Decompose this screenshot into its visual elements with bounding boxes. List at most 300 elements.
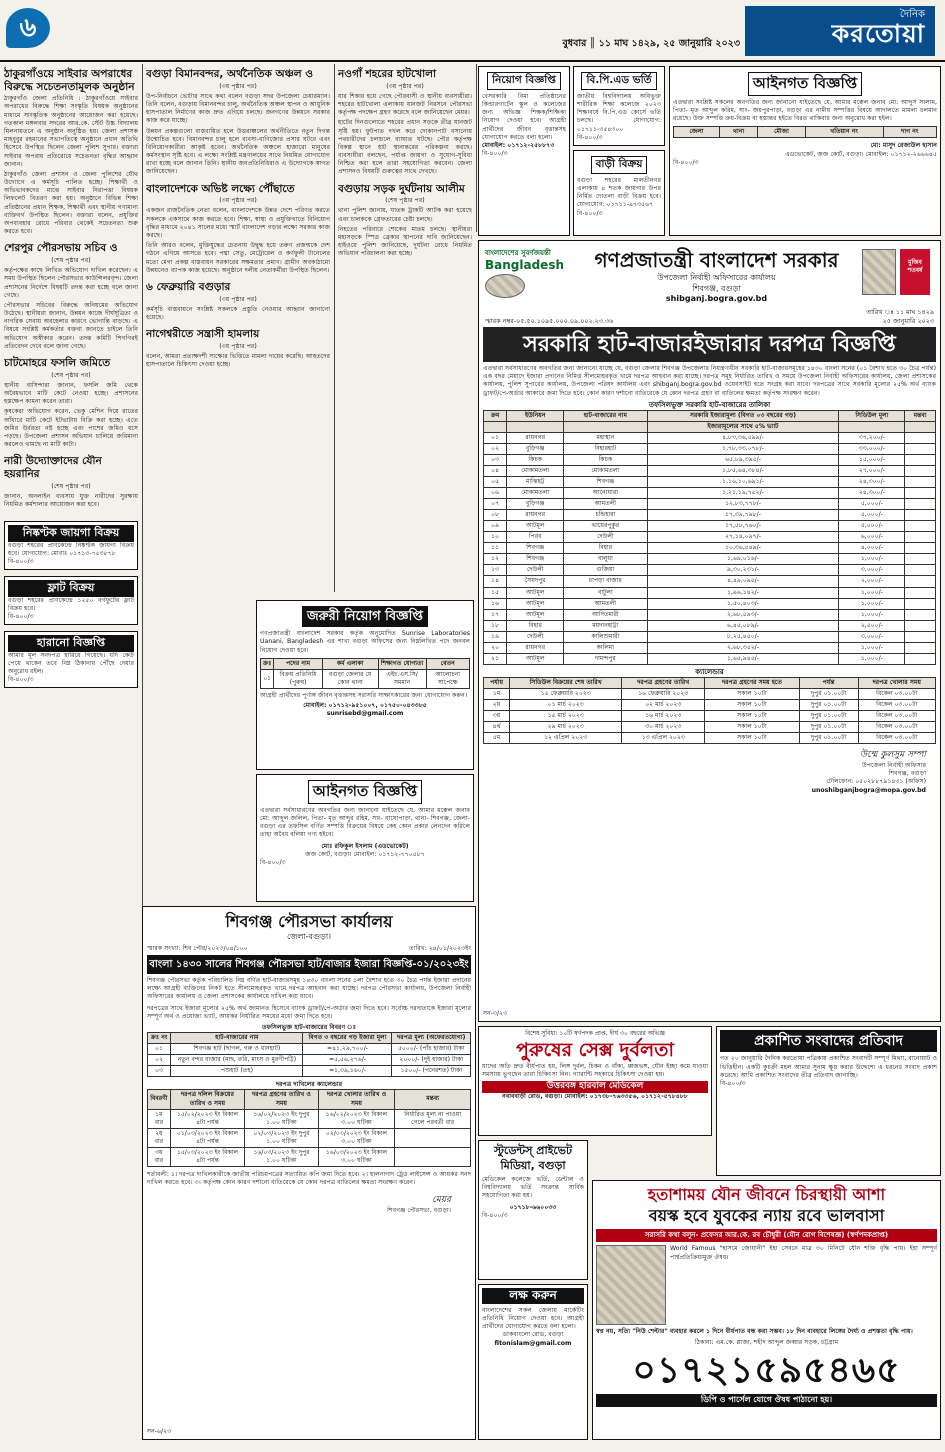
- table-cell: ১৮: [484, 620, 507, 631]
- classified-ad[interactable]: [4, 521, 138, 570]
- table-cell: বাটুলা: [564, 587, 647, 598]
- recruitment-email[interactable]: sunrisebd@gmail.com: [326, 710, 404, 718]
- column-left: [4, 66, 138, 1074]
- table-cell: [905, 554, 936, 565]
- article-headline[interactable]: নাগেশ্বরীতে সন্ত্রাসী হামলায়: [146, 328, 260, 341]
- column-second: [146, 66, 330, 596]
- signer-name: উম্মে কুলসুম সম্পা: [860, 750, 926, 761]
- schedule-table: [483, 677, 936, 744]
- table-cell: কালিশুমারী: [564, 631, 647, 642]
- table-row: [261, 669, 470, 688]
- table-cell: শিবগঞ্জ হাট (ছাগল, গরু ও ধানহাট): [171, 1044, 303, 1055]
- table-cell: ১,২১,১৯,৭৫২/-: [647, 488, 839, 499]
- table-cell: ময়দানহাট্টা: [564, 620, 647, 631]
- table-cell: [905, 587, 936, 598]
- table-cell: দেউলী: [564, 532, 647, 543]
- logo-emblem: [485, 274, 525, 298]
- table-cell: [905, 455, 936, 466]
- article-headline[interactable]: চাটমোহরে ফসলি জমিতে: [4, 357, 111, 370]
- article-continuation: (শেষ পৃষ্ঠার পর): [385, 197, 425, 205]
- table-cell: [395, 1128, 471, 1147]
- article-body: ঠাকুরগাঁও জেলা প্রতিনিধি : ঠাকুরগাঁওয়ে সাইবার অপরাধের বিরুদ্ধে শিক্ষা সংস্কৃতি বিষয়ক অনুষ্ঠানের মাধ্যমে সাংস্কৃতিক অনুষ্ঠানের আয়োজন করা হয়েছে। গতকাল মঙ্গলবার সদরের আর.কে. স্টেট উচ্চ বিদ্যালয় মিলনায়তনে এ অনুষ্ঠান অনুষ্ঠিত হয়। জেলা প্রশাসক মাহবুবুর রহমানের সভাপতিত্বে অনুষ্ঠানে প্রধান অতিথি হিসেবে উপস্থিত ছিলেন জেলা পুলিশ সুপার। বক্তারা সাইবার অপরাধ প্রতিরোধে সচেতনতা বৃদ্ধির আহ্বান জানান।: [4, 95, 138, 168]
- schedule-table-body: [484, 689, 936, 744]
- table-cell: [395, 1147, 471, 1166]
- table-cell: ১৬: [484, 598, 507, 609]
- table-cell: আটমূল: [507, 587, 564, 598]
- tender-table-title: তফসিলভুক্ত সরকারি হাট-বাজারের তালিকা: [648, 400, 771, 409]
- article-continuation: (৩য় পৃষ্ঠার পর): [219, 295, 257, 303]
- table-cell: বালুয়া: [564, 554, 647, 565]
- table-row: [484, 433, 936, 444]
- table-cell: দুপুর ০১.০০টা: [799, 689, 858, 700]
- table-row: [148, 1066, 471, 1077]
- schedule-title: ক্যালেন্ডার: [695, 667, 724, 676]
- table-header-cell: জেলা: [674, 127, 720, 138]
- legal-notice-address: জজ কোর্ট, বগুড়া। মোবাইল: ০১৭১২-৭৭০৫৮৭: [305, 850, 425, 858]
- table-cell: ২৪,৩০০/-: [839, 477, 905, 488]
- article-body-filler: ঠাকুরগাঁও জেলা প্রশাসন ও জেলা পুলিশের যৌথ উদ্যোগে এ কর্মসূচি পালিত হচ্ছে। শিক্ষার্থী ও অভিভাবকদের মাঝে সাইবার নিরাপত্তা বিষয়ক লিফলেট বিতরণ করা হয়। অনুষ্ঠানে বিভিন্ন শিক্ষা প্রতিষ্ঠানের প্রধান শিক্ষক, শিক্ষার্থী এবং স্থানীয় গণ্যমান্য ব্যক্তিবর্গ উপস্থিত ছিলেন। বক্তারা বলেন, প্রযুক্তির অপব্যবহার রোধে পরিবার থেকেই সচেতনতা শুরু করতে হবে।: [4, 170, 138, 236]
- article-continuation: (শেষ পৃষ্ঠার পর): [51, 371, 91, 379]
- table-cell: ১৩: [484, 565, 507, 576]
- table-cell: রায়নগর: [507, 433, 564, 444]
- table-header-cell: দাগ নং: [883, 127, 936, 138]
- table-cell: [905, 433, 936, 444]
- table-cell: ০১: [484, 433, 507, 444]
- table-header-cell: দরপত্র খোলার তারিখ ও সময়: [318, 1090, 395, 1109]
- table-row: [148, 1128, 471, 1147]
- table-header-cell: মন্তব্য: [395, 1090, 471, 1109]
- article-headline[interactable]: বগুড়ায় সড়ক দুর্ঘটনায় আলীম: [338, 182, 465, 195]
- table-cell: ১,০০০/-: [839, 554, 905, 565]
- table-cell: ১৩ এপ্রিল ২০২৩: [622, 733, 705, 744]
- table-cell: ২৪,৩০০/-: [839, 488, 905, 499]
- table-row: [484, 521, 936, 532]
- classified-title: নিষ্কণ্টক জায়গা বিক্রয়: [8, 525, 134, 542]
- herbal-clinic-ad[interactable]: [478, 1026, 712, 1136]
- classified-text: বগুড়া শহরের প্রাণকেন্দ্রে ১২৫০ বর্গফুটের ফ্লাট বিক্রয় হবে।: [8, 596, 134, 612]
- table-cell: ৬৫,৮৯,৩৯৫/-: [647, 455, 839, 466]
- article-continuation: (শেষ পৃষ্ঠার পর): [51, 256, 91, 264]
- table-cell: আদিতমারী: [564, 609, 647, 620]
- pourashava-signer: মেয়র: [432, 1195, 451, 1206]
- article-headline[interactable]: নওগাঁ শহরের হাটখোলা: [338, 68, 437, 80]
- article-headline[interactable]: বাংলাদেশকে অভিষ্ট লক্ষ্যে পৌঁছাতে: [146, 182, 295, 195]
- table-cell: ১,০০০/-: [839, 642, 905, 653]
- table-cell: ৬,০০০/-: [839, 532, 905, 543]
- pourashava-date: তারিখ: ২৪/০১/২০২৩ইং: [409, 944, 471, 952]
- classified-ad[interactable]: [478, 66, 570, 236]
- govt-name: গণপ্রজাতন্ত্রী বাংলাদেশ সরকার: [594, 248, 839, 272]
- table-cell: দুপুর ০১.০০টা: [799, 733, 858, 744]
- table-cell: ১২ এপ্রিল ২০২৩: [510, 733, 622, 744]
- table-cell: মোকামতলা: [507, 488, 564, 499]
- table-cell: নির্ধারিত মূল্য না পাওয়া গেলে পরবর্তী বার: [395, 1109, 471, 1128]
- table-cell: দুপুর ০১.০০টা: [799, 711, 858, 722]
- dateline: বুধবার ║ ১১ মাঘ ১৪২৯, ২৫ জানুয়ারি ২০২৩: [562, 38, 740, 49]
- article-body-filler: হাটের দিনগুলোতে শহরের প্রধান সড়কে তীব্র যানজট সৃষ্টি হয়। ফুটপাত দখল করে দোকানপাট বসানোয় পথচারীদের চলাচলে ব্যাঘাত ঘটছে। পৌর কর্তৃপক্ষ বিকল্প স্থানে হাট স্থানান্তরের পরিকল্পনা করছে। ব্যবসায়ীরা বলছেন, পর্যাপ্ত জায়গা ও সুযোগ-সুবিধা নিশ্চিত করা হলে তারা সহযোগিতা করবেন। জেলা প্রশাসনও বিষয়টি গুরুত্বের সাথে দেখছে।: [338, 119, 472, 176]
- memo-number: স্মারক নম্বর-০৫.৫০.১০৯৫.০০০.০৯.০০২.২৩.৩৬: [485, 316, 614, 325]
- protest-body: গত ২০ জানুয়ারি দৈনিক করতোয়া পত্রিকায় প্রকাশিত সংবাদটি সম্পূর্ণ মিথ্যা, বানোয়াট ও ভিত্তিহীন। একটি কুচক্রী মহল আমার সুনাম ক্ষুণ্ণ করার উদ্দেশ্যে এ ধরনের সংবাদ প্রকাশ করেছে। আমি প্রকাশিত সংবাদের তীব্র প্রতিবাদ জানাচ্ছি।: [720, 1055, 937, 1079]
- table-cell: ৩য় বার: [148, 1147, 171, 1166]
- table-cell: শিবগঞ্জ: [507, 554, 564, 565]
- article-headline[interactable]: ঠাকুরগাঁওয়ে সাইবার অপরাধের বিরুদ্ধে সচেতনতামূলক অনুষ্ঠান: [4, 68, 135, 93]
- table-header-cell: ক্রঃ: [261, 658, 274, 669]
- article-body-filler: কৃষকেরা অভিযোগ করেন, ভেকু মেশিন দিয়ে রাতের আঁধারে মাটি কেটে ইটভাটায় বিক্রি করা হচ্ছে। এতে জমির উর্বরতা নষ্ট হচ্ছে এবং পাশের জমিও ধসে পড়ছে। উপজেলা প্রশাসন অভিযান চালিয়ে জরিমানা করলেও থামছে না মাটি কাটা।: [4, 408, 138, 449]
- table-cell: ৮,২৫,৪৫০/-: [647, 631, 839, 642]
- table-cell: কিচক: [564, 455, 647, 466]
- newspaper-logo[interactable]: [745, 6, 935, 56]
- table-row: [484, 722, 936, 733]
- article-body: থানা পুলিশ জানায়, ঘাতক ট্রাকটি আটক করা হয়েছে এবং চালককে গ্রেফতারের চেষ্টা চলছে।: [338, 207, 472, 223]
- ad-body: যাদের অতি দ্রুত বীর্যপাত হয়, লিঙ্গ দুর্বল, চিকন ও বাঁকা, ধ্বজভঙ্গ, যৌন ইচ্ছা কমে যাওয়া সমস্যায় ভুগছেন তারা চিকিৎসা নিন। গ্যারান্টি সহকারে চিকিৎসা দেওয়া হয়।: [482, 1062, 708, 1079]
- classified-ref: বি-৪০০/৩: [577, 133, 603, 141]
- table-cell: ০২: [148, 1055, 171, 1066]
- classified-list: [4, 521, 138, 688]
- classified-title: বাড়ী বিক্রয়: [591, 156, 648, 174]
- table-cell: ২৭,১৪,০৯৭/-: [647, 532, 839, 543]
- legal-notice-body: এতদ্বারা সংশ্লিষ্ট সকলের অবগতির জন্য জানানো যাইতেছে যে, আমার মক্কেল জনাব মো: আব্দুস সালাম, পিতা- মৃত আব্দুল করিম, সাং- জয়পুরপাড়া, বগুড়া এর নামীয় সম্পত্তির বিষয়ে আদালতে মামলা চলমান রয়েছে। উক্ত সম্পত্তি ক্রয়-বিক্রয় বা হস্তান্তর হইতে বিরত থাকিবার জন্য অনুরোধ করা হইল।: [673, 98, 937, 123]
- table-cell: [905, 631, 936, 642]
- table-cell: ৯,৩০,২৩১/-: [647, 565, 839, 576]
- table-row: [484, 488, 936, 499]
- table-cell: ২০: [484, 642, 507, 653]
- jobs-ad-email[interactable]: fitonislam@gmail.com: [494, 1339, 572, 1347]
- article-continuation: (শেষ পৃষ্ঠার পর): [51, 482, 91, 490]
- table-cell: ১০: [484, 532, 507, 543]
- table-cell: [905, 609, 936, 620]
- table-row: [484, 733, 936, 744]
- table-header-cell: দরপত্র গ্রহণের তারিখ ও সময়: [245, 1090, 319, 1109]
- table-cell: কালিমা: [564, 642, 647, 653]
- table-cell: বিকেল ০৩.০০টা: [858, 722, 935, 733]
- table-cell: ২,০০০/-: [839, 576, 905, 587]
- table-header-cell: বেতন: [426, 658, 469, 669]
- pourashava-schedule-body: [148, 1109, 471, 1166]
- table-header-row: [148, 1033, 471, 1044]
- table-header-cell: দরপত্র খোলার সময়: [858, 677, 935, 688]
- table-cell: ০১: [148, 1044, 171, 1055]
- table-cell: ১৭,৫৮,৭৬০/-: [647, 521, 839, 532]
- students-ad-title: স্টুডেন্টস্ প্রাইভেট মিডিয়া, বগুড়া: [494, 1144, 572, 1172]
- table-cell: [905, 642, 936, 653]
- table-header-cell: খতিয়ান নং: [805, 127, 883, 138]
- ad-tagline: বিশেষ সুবিধা: ১০টি স্বর্ণপদক প্রাপ্ত, দীর্ঘ ৩০ বছরের অভিজ্ঞ: [525, 1030, 665, 1037]
- table-cell: ৫,০০০/-: [839, 510, 905, 521]
- table-cell: ০১: [261, 669, 274, 688]
- students-media-ad[interactable]: [478, 1140, 588, 1280]
- health-ad-footer: ডিপি ও পার্সেল যোগে ঔষধ পাঠানো হয়।: [596, 1394, 937, 1407]
- table-cell: দুপুর ০১.০০টা: [799, 722, 858, 733]
- table-cell: আমতলী: [564, 598, 647, 609]
- table-cell: ২য়: [484, 700, 510, 711]
- table-cell: চন্ডিহারা: [564, 510, 647, 521]
- govt-heading-block: [575, 247, 858, 305]
- table-cell: ০১/০৩/২০২৩ ইং বিকাল ৪টা পর্যন্ত: [170, 1128, 244, 1147]
- table-cell: ০২/০৩/২০২৩ ইং দুপুর ১.০০ ঘটিকা: [245, 1128, 319, 1147]
- table-cell: দামন্দপুর: [564, 653, 647, 664]
- recruitment-contact[interactable]: মোবাইল: ০১৭১২-৯৫১০০৭, ০১৭৫০-০৪৩৩৮৫: [303, 702, 427, 709]
- table-cell: বিকেল ০৩.০০টা: [858, 711, 935, 722]
- marketing-jobs-ad[interactable]: [478, 1284, 588, 1440]
- classified-title: নিয়োগ বিজ্ঞপ্তি: [487, 72, 561, 90]
- students-ad-phone[interactable]: ০১৭১৮-৬৬০০৩৩: [509, 1203, 557, 1211]
- classified-title: বি.পি.এড ভর্তি: [581, 72, 656, 90]
- table-cell: ৩,০০০/-: [839, 631, 905, 642]
- legal-notice-title: আইনগত বিজ্ঞপ্তি: [308, 780, 422, 804]
- ad-title: পুরুষের সেক্স দুর্বলতা: [516, 1038, 674, 1061]
- article-body: যার শিকার হয়ে গেছে পৌরবাসী ও স্থানীয় ব্যবসায়ীরা। শহরের হাটখোলা এলাকায় যানজট নিরসনে পৌরসভা কর্তৃপক্ষ পদক্ষেপ গ্রহণ করেছে বলে জানিয়েছেন মেয়র।: [338, 92, 472, 117]
- table-cell: ৫০০০/- (পাঁচ হাজার) টাকা: [392, 1044, 471, 1055]
- table-cell: মোকামতলা: [564, 466, 647, 477]
- table-header-cell: সিডিউল মূল্য: [839, 411, 905, 422]
- table-cell: ১৬ মার্চ ২০২৩: [622, 711, 705, 722]
- table-cell: দেউলী: [507, 631, 564, 642]
- table-cell: ৩০ মার্চ ২০২৩: [622, 722, 705, 733]
- article-headline[interactable]: ৬ ফেব্রুয়ারি বগুড়ার: [146, 280, 231, 293]
- signer-email[interactable]: unoshibganjbogra@mopa.gov.bd: [811, 786, 926, 794]
- column-third: [338, 66, 472, 596]
- table-subheader-row: [484, 422, 936, 433]
- doctor-photo: [596, 1245, 666, 1325]
- table-cell: দেউলী: [507, 565, 564, 576]
- recruitment-title: জরুরী নিয়োগ বিজ্ঞপ্তি: [302, 606, 428, 627]
- table-header-cell: দরপত্র মূল্য (অফেরতযোগ্য): [392, 1033, 471, 1044]
- table-cell: গুজিয়া: [564, 565, 647, 576]
- table-cell: ১ম বার: [148, 1109, 171, 1128]
- table-cell: নতুন বন্দর বাজার (মাছ, তরি, মাংস ও মুরগীপট্টি): [171, 1055, 303, 1066]
- table-row: [484, 576, 936, 587]
- pourashava-conditions: শর্তাবলী: ১। দরপত্র দাখিলকারীকে জাতীয় পরিচয়পত্রের সত্যায়িত কপি জমা দিতে হবে। ২। হালনাগাদ ট্রেড লাইসেন্স ও আয়কর সনদ দাখিল করতে হবে। ৩। কর্তৃপক্ষ কোন কারণ দর্শানো ব্যতিরেকে যে কোন দরপত্র বাতিলের ক্ষমতা সংরক্ষণ করেন।: [147, 1170, 471, 1186]
- health-ad-body-2: স্বপ্ন নয়, সত্যি "নিউ শেল্টার" ব্যবহার করলে ১ দিনে বীর্যপাত বন্ধ করা সম্ভব। ১৮ দিন ব্যবহারে লিঙ্গের দৈর্ঘ্য ও প্রশস্ততা বৃদ্ধি পায়।: [596, 1328, 913, 1336]
- table-cell: বিকেল ০৩.০০টা: [858, 689, 935, 700]
- table-header-row: [674, 127, 937, 138]
- table-cell: বিক্রয় প্রতিনিধি (পুরুষ): [274, 669, 322, 688]
- table-cell: ০৩: [148, 1066, 171, 1077]
- pourashava-body-filler: দরপত্রের সাথে ইজারা মূল্যের ২৫% অর্থ জামানত হিসেবে ব্যাংক ড্রাফট/পে-অর্ডার জমা দিতে হবে। সর্বোচ্চ দরদাতাকে ইজারা মূল্যের সম্পূর্ণ অর্থ ও প্রযোজ্য ভ্যাট, আয়কর নির্ধারিত সময়ের মধ্যে জমা দিতে হবে।: [147, 1004, 471, 1020]
- brand-prefix: দৈনিক: [899, 9, 925, 20]
- legal-notice[interactable]: [256, 774, 474, 902]
- recruitment-ad[interactable]: [256, 600, 474, 770]
- govt-signature-block: [483, 750, 936, 795]
- table-header-cell: মৌজা: [758, 127, 805, 138]
- signer-place: শিবগঞ্জ, বগুড়া: [888, 770, 926, 778]
- table-cell: ৪,০০০/-: [839, 543, 905, 554]
- table-cell: ১২: [484, 554, 507, 565]
- table-cell: ১ম: [484, 689, 510, 700]
- table-cell: [905, 499, 936, 510]
- table-row: [484, 477, 936, 488]
- legal-notice-body: এতদ্বারা সর্বসাধারণের অবগতির জন্য জানানো যাইতেছে যে, আমার মক্কেল জনাব মো: আব্দুল জলিল, পিতা- মৃত আব্দুর রহিম, সাং- বাঘোপাড়া, থানা- শিবগঞ্জ, জেলা- বগুড়া এর তফসিল বর্ণিত সম্পত্তি বিক্রয়ের বিষয়ে কেহ কোন প্রকার লেনদেন করিলে তাহা অবৈধ বলিয়া গণ্য হইবে।: [260, 806, 470, 839]
- column-rule: [334, 64, 335, 592]
- table-header-cell: সিডিউল বিক্রয়ের শেষ তারিখ: [510, 677, 622, 688]
- table-cell: ১৯: [484, 631, 507, 642]
- table-row: [484, 609, 936, 620]
- table-cell: [905, 477, 936, 488]
- masthead: [0, 0, 945, 62]
- table-row: [148, 1055, 471, 1066]
- table-cell: আলোচনা সাপেক্ষে: [426, 669, 469, 688]
- legal-notice-title: আইনগত বিজ্ঞপ্তি: [748, 72, 862, 96]
- article-continuation: (৩য় পৃষ্ঠার পর): [219, 342, 257, 350]
- table-cell: রায়নগর: [507, 510, 564, 521]
- table-cell: ১২,৮৩,৭৭৮/-: [647, 499, 839, 510]
- table-header-cell: দরপত্র গ্রহণের তারিখ: [622, 677, 705, 688]
- classified-text: বগুড়া শহরের মালতীনগর এলাকায় ৪ শতক জায়গার উপর নির্মিত দোতলা বাড়ী বিক্রয় হবে। যোগাযোগ: ০১৭১১-৯৭৩৫৬৭: [577, 176, 661, 209]
- table-header-row: [484, 677, 936, 688]
- table-row: [484, 466, 936, 477]
- health-ad-title-2: বয়স্ক হবে যুবকের ন্যায় রবে ভালবাসা: [648, 1206, 885, 1226]
- tender-table: [483, 410, 936, 665]
- table-header-cell: ক্রঃ নং: [148, 1033, 171, 1044]
- table-header-row: [484, 411, 936, 422]
- pourashava-table: [147, 1032, 471, 1077]
- classified-ad[interactable]: [573, 150, 665, 236]
- table-cell: ২য় বার: [148, 1128, 171, 1147]
- table-cell: ০২ মার্চ ২০২৩: [622, 700, 705, 711]
- table-cell: [905, 510, 936, 521]
- table-cell: বিকেল ০৩.০০টা: [858, 733, 935, 744]
- pourashava-tender-notice[interactable]: [142, 906, 476, 1440]
- table-cell: ৫,০০০/-: [839, 521, 905, 532]
- table-cell: ১,১৬,১০,৬৯১/-: [647, 477, 839, 488]
- article-body-filler: নিহতের পরিবারে শোকের মাতম চলছে। স্থানীয়রা মহাসড়কে স্পিড ব্রেকার স্থাপনের দাবি জানিয়েছেন। হাইওয়ে পুলিশ জানিয়েছে, দুর্ঘটনা রোধে নিয়মিত অভিযান পরিচালনা করা হচ্ছে।: [338, 225, 472, 258]
- table-cell: ১,০০০/-: [839, 587, 905, 598]
- table-row: [484, 543, 936, 554]
- table-cell: ২৭,০০০/-: [839, 466, 905, 477]
- article-headline[interactable]: বগুড়া বিমানবন্দর, অর্থনৈতিক অঞ্চল ও: [146, 68, 313, 80]
- table-header-cell: বিগত ৩ বছরের গড় ইজারা মূল্য: [303, 1033, 392, 1044]
- table-cell: ১১: [484, 543, 507, 554]
- table-cell: [905, 521, 936, 532]
- table-cell: সকাল ১০টা: [705, 711, 799, 722]
- ad-address[interactable]: নবাববাড়ী রোড, বগুড়া। মোবাইল: ০১৭৩৮-৭৬৩৩৫৬, ০১৭১২-৫৭৮৪৮৮: [502, 1093, 688, 1101]
- table-cell: ১৬/০৩/২০২৩ ইং দুপুর ১.০০ ঘটিকা: [245, 1147, 319, 1166]
- table-row: [484, 510, 936, 521]
- table-cell: ০১ মার্চ ২০২৩: [510, 700, 622, 711]
- table-cell: [905, 565, 936, 576]
- table-cell: মাঝিহট্ট: [507, 477, 564, 488]
- legal-notice-signature: মো: মাসুদ রেজাউল হাসান: [870, 142, 937, 150]
- table-cell: ১৫ ফেব্রুয়ারি ২০২৩: [510, 689, 622, 700]
- table-cell: ১৬/০২/২০২৩ ইং দুপুর ১.০০ ঘটিকা: [245, 1109, 319, 1128]
- table-cell: বিকেল ০৩.০০টা: [858, 700, 935, 711]
- table-cell: আটমূল: [507, 653, 564, 664]
- article-body: উপ-নির্বাচনে ভোটার সাথে কথা বলেন বগুড়া সদর উপজেলা চেয়ারম্যান। তিনি বলেন, বগুড়ায় বিমানবন্দর চালু, অর্থনৈতিক অঞ্চল স্থাপন ও আধুনিক হাসপাতাল নির্মাণের কাজ দ্রুত এগিয়ে চলছে। জনগণের উন্নয়নে সরকার কাজ করে যাচ্ছে।: [146, 92, 330, 125]
- table-cell: দুপুর ০১.০০টা: [799, 700, 858, 711]
- table-cell: ১৫০০/- (পনেরশত) টাকা: [392, 1066, 471, 1077]
- table-row: [484, 598, 936, 609]
- table-cell: ৩৩,০০০/-: [839, 444, 905, 455]
- students-ad-ref: বি-৪০০/৩: [482, 1211, 508, 1219]
- govt-website[interactable]: shibganj.bogra.gov.bd: [665, 294, 768, 304]
- table-cell: শিবগঞ্জ: [507, 543, 564, 554]
- table-header-cell: পদের নাম: [274, 658, 322, 669]
- table-cell: ১,০০০/-: [839, 653, 905, 664]
- table-cell: ৩৭,২০০/-: [839, 433, 905, 444]
- table-cell: [905, 598, 936, 609]
- table-header-cell: মন্তব্য: [905, 411, 936, 422]
- pourashava-headline: বাংলা ১৪৩০ সালের শিবগঞ্জ পৌরসভা হাট/বাজার ইজারা বিজ্ঞপ্তি-০১/২০২৩ইং: [147, 955, 471, 974]
- table-cell: ০৭: [484, 499, 507, 510]
- article-body-filler: উন্নয়ন প্রকল্পগুলো বাস্তবায়িত হলে উত্তরাঞ্চলের অর্থনীতিতে নতুন দিগন্ত উন্মোচিত হবে। বিমানবন্দর চালু হলে ব্যবসা-বাণিজ্যের প্রসার ঘটবে এবং বিনিয়োগকারীরা আকৃষ্ট হবেন। অর্থনৈতিক অঞ্চলে হাজারো মানুষের কর্মসংস্থান সৃষ্টি হবে। এ লক্ষ্যে সংশ্লিষ্ট মন্ত্রণালয়ের সাথে নিয়মিত যোগাযোগ রাখা হচ্ছে বলে জানান তিনি। স্থানীয় জনপ্রতিনিধিরাও এ উদ্যোগকে স্বাগত জানিয়েছেন।: [146, 127, 330, 176]
- table-cell: ৪,৮৩,৩৬,৫৯৯/-: [647, 433, 839, 444]
- health-ad-phone[interactable]: ০১৭২১৫৯৫৪৬৫: [632, 1349, 901, 1391]
- health-ad-title-1: হতাশাময় যৌন জীবনে চিরস্থায়ী আশা: [647, 1185, 886, 1204]
- classified-ref: বি-৪০০/৩: [8, 557, 34, 565]
- table-cell: ১,৮৫,৬৪,৩৮৪/-: [647, 466, 839, 477]
- signer-phone: টেলিফোন: ০৫০২৮৮৭৯১৪৩১ (অফিস): [826, 778, 926, 786]
- table-cell: বিহার: [564, 543, 647, 554]
- pourashava-body: শিবগঞ্জ পৌরসভা কর্তৃক পরিচালিত নিম্ন বর্ণিত হাট-বাজারসমূহ ১৪৩০ বাংলা সনের ১লা বৈশাখ হতে ৩০ চৈত্র পর্যন্ত ইজারা প্রদানের লক্ষ্যে আগ্রহী ব্যক্তিদের নিকট হতে সীলমোহরকৃত খামে দরপত্র আহবান করা যাচ্ছে। দরপত্র পৌরসভা কার্যালয়, উপজেলা নির্বাহী অফিসারের কার্যালয় ও জেলা প্রশাসকের কার্যালয়ে দাখিল করা যাবে।: [147, 977, 471, 1001]
- article-headline[interactable]: শেরপুর পৌরসভায় সচিব ও: [4, 242, 118, 255]
- table-cell: মহাস্থান: [564, 433, 647, 444]
- table-cell: সকাল ১০টা: [705, 722, 799, 733]
- recruitment-footer: আগ্রহী প্রার্থীদের পূর্ণাঙ্গ জীবন বৃত্তান্তসহ সরাসরি সাক্ষাৎকারের জন্য যোগাযোগ করুন।: [260, 691, 468, 699]
- jobs-ad-body: বাংলাদেশের সকল জেলায় মার্কেটিং প্রতিনিধি নিয়োগ দেওয়া হবে। আগ্রহী প্রার্থীদের যোগাযোগ করতে বলা হলো।: [482, 1306, 584, 1331]
- pourashava-memo-row: [147, 945, 471, 953]
- table-header-cell: থানা: [719, 127, 757, 138]
- health-product-ad[interactable]: [592, 1180, 941, 1440]
- table-cell: ২,৫০০/-: [839, 620, 905, 631]
- article-body-filler: তিনি আরও বলেন, মুক্তিযুদ্ধের চেতনায় উদ্বুদ্ধ হয়ে তরুণ প্রজন্মকে দেশ গঠনে এগিয়ে আসতে হবে। পদ্মা সেতু, মেট্রোরেল ও কর্ণফুলী টানেলের মতো মেগা প্রকল্প বাস্তবায়ন সরকারের সক্ষমতার প্রমাণ। গ্রামীণ অবকাঠামো উন্নয়নেও ব্যাপক কাজ হয়েছে। অনুষ্ঠানে দলীয় নেতাকর্মীরা উপস্থিত ছিলেন।: [146, 242, 330, 274]
- table-cell: ০২: [484, 444, 507, 455]
- column-rule: [476, 64, 477, 232]
- table-header-cell: শিক্ষাগত যোগ্যতা: [378, 658, 426, 669]
- classified-ref: বি-৪০০/৩: [577, 209, 603, 217]
- table-cell: কিচক: [507, 455, 564, 466]
- classified-text: জাতীয় বিশ্ববিদ্যালয় অধিভুক্ত শারীরিক শিক্ষা কলেজে ২০২৩ শিক্ষাবর্ষে বি.পি.এড কোর্সে ভর্তি চলছে। যোগাযোগ: ০১৭১১-৩৫৪৩০০: [577, 92, 661, 133]
- article-continuation: (৩য় পৃষ্ঠার পর): [219, 82, 257, 90]
- table-cell: বুড়িগঞ্জ: [507, 444, 564, 455]
- pourashava-signer-office: শিবগঞ্জ পৌরসভা, বগুড়া।: [387, 1206, 451, 1214]
- table-cell: ০৫: [484, 477, 507, 488]
- table-cell: ১৭,৩৯,৭৯৮/-: [647, 510, 839, 521]
- table-header-cell: বিবরণী: [148, 1090, 171, 1109]
- table-header-row: [261, 658, 470, 669]
- table-header-cell: কর্ম এলাকা: [322, 658, 378, 669]
- govt-tender-notice[interactable]: [478, 240, 941, 1022]
- govt-office: উপজেলা নির্বাহী অফিসারের কার্যালয়: [657, 273, 776, 283]
- table-cell: রায়নগর: [507, 642, 564, 653]
- classified-ad[interactable]: [573, 66, 665, 146]
- classified-ref: বি-৪০০/৩: [482, 150, 508, 158]
- table-cell: ০৮: [484, 510, 507, 521]
- table-header-cell: হাট-বাজারের নাম: [171, 1033, 303, 1044]
- article-headline[interactable]: নারী উদ্যোক্তাদের যৌন হয়রানির: [4, 455, 102, 480]
- legal-notice-top[interactable]: [669, 66, 941, 236]
- table-cell: ১৫/০২/২০২৩ ইং বিকাল ৪টা পর্যন্ত: [170, 1109, 244, 1128]
- table-row: [484, 565, 936, 576]
- table-cell: ১৬/০২/২০২৩ ইং বিকাল ৩.০০ ঘটিকা: [318, 1109, 395, 1128]
- mujib-centenary-logo: [862, 249, 930, 309]
- table-cell: =৪১,২৯,৭০০/-: [303, 1044, 392, 1055]
- table-cell: বিহার: [507, 620, 564, 631]
- protest-notice[interactable]: [716, 1026, 941, 1176]
- legal-notice-table: [673, 126, 937, 138]
- classified-ad[interactable]: [4, 576, 138, 625]
- table-cell: ১,০০০/-: [839, 598, 905, 609]
- table-cell: ১০,৩৬,৫৪৯/-: [647, 543, 839, 554]
- table-cell: =১,৩৯,১৬০/-: [303, 1066, 392, 1077]
- signer-title: উপজেলা নির্বাহী অফিসার: [861, 762, 926, 770]
- govt-header: [483, 245, 936, 327]
- classified-contact[interactable]: মোবাইল: ০১৭১২-২৫৮৮৭৩: [482, 141, 555, 149]
- students-ad-body: মেডিকেল কলেজে ভর্তি, ডেন্টাল ও বিশ্ববিদ্যালয় ভর্তি সংক্রান্ত সার্বিক সহযোগিতা করা হয়।: [482, 1176, 584, 1200]
- table-cell: ০৪: [484, 466, 507, 477]
- table-cell: ৫,০০০/-: [839, 499, 905, 510]
- table-header-cell: পর্যায়: [484, 677, 510, 688]
- classified-ad[interactable]: [4, 631, 138, 688]
